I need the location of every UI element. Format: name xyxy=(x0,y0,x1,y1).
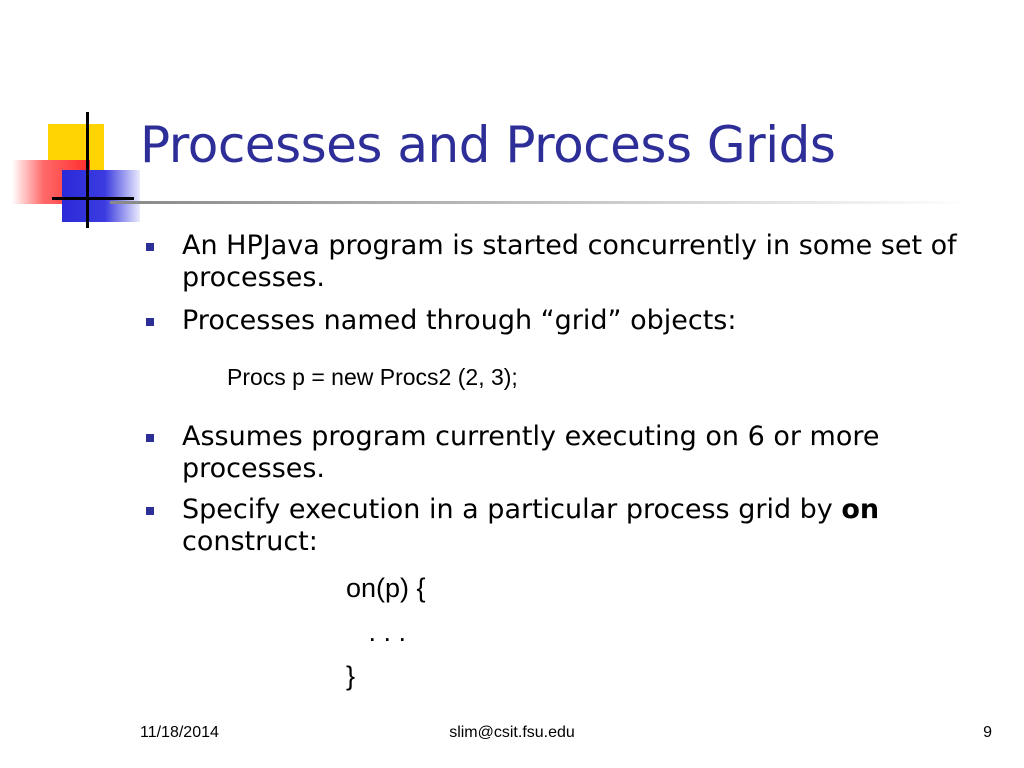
bullet-square-icon xyxy=(146,434,154,442)
footer-email: slim@csit.fsu.edu xyxy=(449,724,575,741)
horizontal-line-decoration xyxy=(52,197,134,200)
title-underline xyxy=(110,201,970,204)
bullet-text: An HPJava program is started concurrently in some set of processes. xyxy=(182,230,957,293)
bullet-bold-keyword: on xyxy=(841,494,880,525)
bullet-item xyxy=(146,305,1012,337)
code-block-line: . . . xyxy=(346,617,407,647)
bullet-item xyxy=(146,494,1012,558)
vertical-line-decoration xyxy=(86,112,89,228)
bullet-square-icon xyxy=(146,318,154,326)
bullet-text: Processes named through “grid” objects: xyxy=(182,305,737,336)
bullet-item xyxy=(146,230,1012,294)
slide-title: Processes and Process Grids xyxy=(140,116,836,174)
code-block xyxy=(346,566,426,698)
footer-date: 11/18/2014 xyxy=(140,724,219,741)
bullet-item xyxy=(146,421,1012,485)
bullet-square-icon xyxy=(146,507,154,515)
bullet-square-icon xyxy=(146,243,154,251)
code-block-line: on(p) { xyxy=(346,573,426,603)
bullet-text: Assumes program currently executing on 6 or more processes. xyxy=(182,421,880,484)
bullet-text-after: construct: xyxy=(182,526,318,557)
bullet-text-before: Specify execution in a particular process grid by xyxy=(182,494,842,525)
slide-decoration xyxy=(0,0,160,240)
blue-square-decoration xyxy=(62,170,140,222)
footer-page-number: 9 xyxy=(983,724,992,741)
code-block-line: } xyxy=(346,661,356,691)
code-line: Procs p = new Procs2 (2, 3); xyxy=(227,364,518,390)
